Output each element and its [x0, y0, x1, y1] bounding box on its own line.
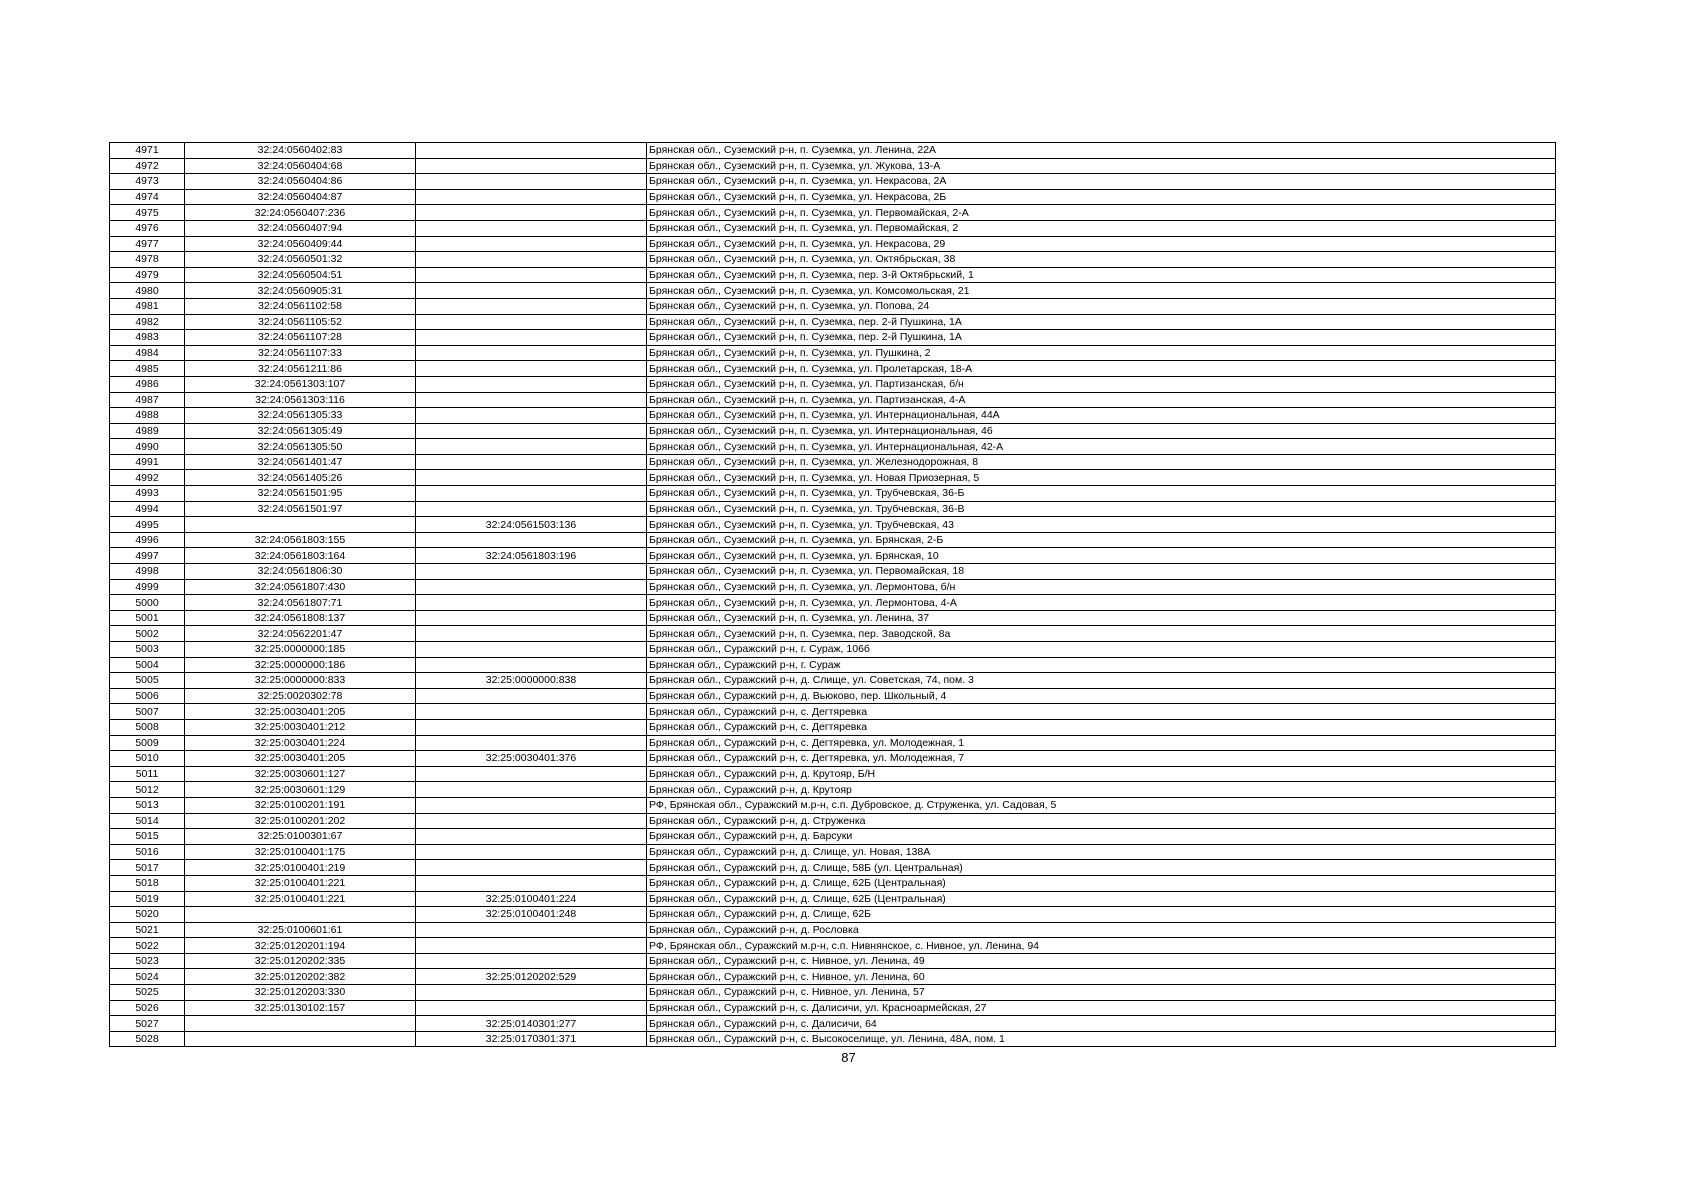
row-number-cell: 5016: [110, 844, 185, 860]
address-cell: Брянская обл., Суземский р-н, п. Суземка, ул. Новая Приозерная, 5: [647, 470, 1556, 486]
cadastral-number-cell: 32:25:0120202:335: [185, 953, 416, 969]
table-row: [110, 501, 1556, 517]
cadastral-number-cell: [185, 1031, 416, 1047]
address-cell: Брянская обл., Суражский р-н, с. Дегтяревка: [647, 704, 1556, 720]
address-cell: Брянская обл., Суражский р-н, д. Слище, 62Б (Центральная): [647, 891, 1556, 907]
table-row: [110, 361, 1556, 377]
table-row: [110, 298, 1556, 314]
row-number-cell: 5010: [110, 751, 185, 767]
cadastral-number-cell: 32:25:0100401:175: [185, 844, 416, 860]
registry-table-body: [110, 143, 1556, 1047]
address-cell: Брянская обл., Суземский р-н, п. Суземка, ул. Партизанская, 4-А: [647, 392, 1556, 408]
address-cell: Брянская обл., Суземский р-н, п. Суземка, ул. Первомайская, 18: [647, 564, 1556, 580]
row-number-cell: 4998: [110, 564, 185, 580]
table-row: [110, 189, 1556, 205]
row-number-cell: 4997: [110, 548, 185, 564]
row-number-cell: 5003: [110, 642, 185, 658]
cadastral-number-2-cell: [416, 283, 647, 299]
row-number-cell: 4972: [110, 158, 185, 174]
cadastral-number-cell: [185, 907, 416, 923]
cadastral-number-cell: 32:24:0560504:51: [185, 267, 416, 283]
address-cell: Брянская обл., Суражский р-н, д. Слище, 62Б (Центральная): [647, 875, 1556, 891]
row-number-cell: 4990: [110, 439, 185, 455]
row-number-cell: 4973: [110, 174, 185, 190]
row-number-cell: 5019: [110, 891, 185, 907]
cadastral-number-2-cell: [416, 642, 647, 658]
row-number-cell: 4975: [110, 205, 185, 221]
cadastral-number-cell: 32:24:0560905:31: [185, 283, 416, 299]
cadastral-number-2-cell: [416, 626, 647, 642]
table-row: [110, 314, 1556, 330]
row-number-cell: 5011: [110, 766, 185, 782]
address-cell: Брянская обл., Суражский р-н, с. Дегтяревка, ул. Молодежная, 7: [647, 751, 1556, 767]
table-row: [110, 470, 1556, 486]
cadastral-number-2-cell: [416, 922, 647, 938]
address-cell: Брянская обл., Суражский р-н, д. Барсуки: [647, 829, 1556, 845]
cadastral-number-2-cell: [416, 595, 647, 611]
row-number-cell: 5009: [110, 735, 185, 751]
row-number-cell: 5023: [110, 953, 185, 969]
row-number-cell: 5013: [110, 797, 185, 813]
cadastral-number-2-cell: [416, 844, 647, 860]
cadastral-number-2-cell: [416, 766, 647, 782]
cadastral-number-cell: 32:24:0560404:87: [185, 189, 416, 205]
cadastral-number-2-cell: 32:24:0561803:196: [416, 548, 647, 564]
address-cell: Брянская обл., Суражский р-н, д. Слище, 62Б: [647, 907, 1556, 923]
row-number-cell: 4987: [110, 392, 185, 408]
cadastral-number-2-cell: [416, 205, 647, 221]
row-number-cell: 5006: [110, 688, 185, 704]
cadastral-number-cell: 32:24:0561102:58: [185, 298, 416, 314]
cadastral-number-cell: 32:24:0561305:49: [185, 423, 416, 439]
address-cell: Брянская обл., Суземский р-н, п. Суземка, ул. Интернациональная, 46: [647, 423, 1556, 439]
cadastral-number-cell: 32:25:0100401:221: [185, 875, 416, 891]
row-number-cell: 5017: [110, 860, 185, 876]
page-number: 87: [841, 1050, 856, 1065]
address-cell: Брянская обл., Суземский р-н, п. Суземка, ул. Интернациональная, 44А: [647, 408, 1556, 424]
table-row: [110, 969, 1556, 985]
address-cell: Брянская обл., Суземский р-н, п. Суземка, пер. 2-й Пушкина, 1А: [647, 314, 1556, 330]
cadastral-number-cell: 32:24:0561803:155: [185, 532, 416, 548]
row-number-cell: 5008: [110, 719, 185, 735]
table-row: [110, 1016, 1556, 1032]
cadastral-number-2-cell: [416, 579, 647, 595]
table-row: [110, 454, 1556, 470]
cadastral-number-cell: 32:24:0561305:33: [185, 408, 416, 424]
row-number-cell: 4977: [110, 236, 185, 252]
cadastral-number-cell: 32:25:0100601:61: [185, 922, 416, 938]
address-cell: Брянская обл., Суземский р-н, п. Суземка, ул. Первомайская, 2-А: [647, 205, 1556, 221]
cadastral-number-2-cell: [416, 330, 647, 346]
table-row: [110, 579, 1556, 595]
cadastral-number-cell: 32:25:0030401:205: [185, 751, 416, 767]
cadastral-number-2-cell: [416, 486, 647, 502]
cadastral-number-cell: 32:25:0030401:212: [185, 719, 416, 735]
cadastral-number-2-cell: [416, 143, 647, 159]
cadastral-number-cell: 32:24:0560404:68: [185, 158, 416, 174]
cadastral-number-2-cell: [416, 797, 647, 813]
row-number-cell: 4995: [110, 517, 185, 533]
cadastral-number-cell: 32:24:0561107:28: [185, 330, 416, 346]
row-number-cell: 5022: [110, 938, 185, 954]
row-number-cell: 5026: [110, 1000, 185, 1016]
address-cell: Брянская обл., Суземский р-н, п. Суземка, ул. Попова, 24: [647, 298, 1556, 314]
address-cell: Брянская обл., Суземский р-н, п. Суземка, ул. Брянская, 10: [647, 548, 1556, 564]
cadastral-number-2-cell: [416, 220, 647, 236]
cadastral-number-2-cell: [416, 610, 647, 626]
cadastral-number-2-cell: [416, 376, 647, 392]
cadastral-number-2-cell: [416, 813, 647, 829]
cadastral-number-2-cell: [416, 174, 647, 190]
cadastral-number-cell: 32:25:0100201:191: [185, 797, 416, 813]
cadastral-number-cell: 32:24:0560407:94: [185, 220, 416, 236]
table-row: [110, 766, 1556, 782]
address-cell: Брянская обл., Суражский р-н, д. Крутояр, Б/Н: [647, 766, 1556, 782]
table-row: [110, 688, 1556, 704]
address-cell: Брянская обл., Суземский р-н, п. Суземка, ул. Пролетарская, 18-А: [647, 361, 1556, 377]
cadastral-number-cell: 32:24:0560501:32: [185, 252, 416, 268]
row-number-cell: 4979: [110, 267, 185, 283]
address-cell: Брянская обл., Суземский р-н, п. Суземка, ул. Жукова, 13-А: [647, 158, 1556, 174]
address-cell: Брянская обл., Суражский р-н, с. Дегтяревка: [647, 719, 1556, 735]
row-number-cell: 5027: [110, 1016, 185, 1032]
address-cell: Брянская обл., Суражский р-н, с. Нивное, ул. Ленина, 57: [647, 985, 1556, 1001]
cadastral-number-cell: 32:24:0562201:47: [185, 626, 416, 642]
address-cell: Брянская обл., Суражский р-н, д. Слище, ул. Советская, 74, пом. 3: [647, 673, 1556, 689]
cadastral-number-cell: 32:24:0561303:107: [185, 376, 416, 392]
row-number-cell: 5007: [110, 704, 185, 720]
row-number-cell: 4981: [110, 298, 185, 314]
address-cell: Брянская обл., Суземский р-н, п. Суземка, ул. Брянская, 2-Б: [647, 532, 1556, 548]
cadastral-number-cell: 32:24:0561807:430: [185, 579, 416, 595]
address-cell: Брянская обл., Суземский р-н, п. Суземка, ул. Лермонтова, б/н: [647, 579, 1556, 595]
table-row: [110, 1000, 1556, 1016]
cadastral-number-cell: 32:25:0120202:382: [185, 969, 416, 985]
row-number-cell: 5014: [110, 813, 185, 829]
cadastral-number-2-cell: 32:25:0000000:838: [416, 673, 647, 689]
cadastral-number-2-cell: [416, 875, 647, 891]
table-row: [110, 283, 1556, 299]
address-cell: Брянская обл., Суражский р-н, д. Крутояр: [647, 782, 1556, 798]
row-number-cell: 4976: [110, 220, 185, 236]
table-row: [110, 938, 1556, 954]
address-cell: РФ, Брянская обл., Суражский м.р-н, с.п. Дубровское, д. Струженка, ул. Садовая, 5: [647, 797, 1556, 813]
table-row: [110, 610, 1556, 626]
table-row: [110, 439, 1556, 455]
row-number-cell: 5002: [110, 626, 185, 642]
table-row: [110, 1031, 1556, 1047]
address-cell: Брянская обл., Суземский р-н, п. Суземка, ул. Октябрьская, 38: [647, 252, 1556, 268]
address-cell: Брянская обл., Суземский р-н, п. Суземка, пер. 2-й Пушкина, 1А: [647, 330, 1556, 346]
cadastral-number-cell: 32:25:0030601:129: [185, 782, 416, 798]
cadastral-number-cell: 32:25:0030601:127: [185, 766, 416, 782]
table-row: [110, 376, 1556, 392]
cadastral-number-2-cell: 32:25:0170301:371: [416, 1031, 647, 1047]
cadastral-number-cell: 32:25:0030401:224: [185, 735, 416, 751]
cadastral-number-2-cell: 32:25:0030401:376: [416, 751, 647, 767]
table-row: [110, 642, 1556, 658]
address-cell: Брянская обл., Суземский р-н, п. Суземка, ул. Комсомольская, 21: [647, 283, 1556, 299]
cadastral-number-2-cell: [416, 719, 647, 735]
cadastral-number-cell: 32:24:0561808:137: [185, 610, 416, 626]
address-cell: Брянская обл., Суземский р-н, п. Суземка, ул. Трубчевская, 36-Б: [647, 486, 1556, 502]
cadastral-number-2-cell: [416, 688, 647, 704]
table-row: [110, 595, 1556, 611]
cadastral-number-cell: 32:24:0561105:52: [185, 314, 416, 330]
cadastral-number-2-cell: [416, 454, 647, 470]
row-number-cell: 4982: [110, 314, 185, 330]
cadastral-number-cell: 32:24:0560402:83: [185, 143, 416, 159]
cadastral-number-cell: 32:24:0561807:71: [185, 595, 416, 611]
address-cell: Брянская обл., Суземский р-н, п. Суземка, ул. Первомайская, 2: [647, 220, 1556, 236]
address-cell: Брянская обл., Суземский р-н, п. Суземка, ул. Интернациональная, 42-А: [647, 439, 1556, 455]
cadastral-number-cell: [185, 517, 416, 533]
cadastral-number-2-cell: [416, 252, 647, 268]
table-row: [110, 875, 1556, 891]
table-row: [110, 532, 1556, 548]
table-row: [110, 953, 1556, 969]
table-row: [110, 813, 1556, 829]
table-row: [110, 330, 1556, 346]
table-row: [110, 860, 1556, 876]
row-number-cell: 4989: [110, 423, 185, 439]
cadastral-number-cell: 32:25:0000000:185: [185, 642, 416, 658]
address-cell: Брянская обл., Суземский р-н, п. Суземка, ул. Трубчевская, 43: [647, 517, 1556, 533]
row-number-cell: 5021: [110, 922, 185, 938]
table-row: [110, 829, 1556, 845]
cadastral-number-cell: [185, 1016, 416, 1032]
address-cell: Брянская обл., Суражский р-н, г. Сураж, 106б: [647, 642, 1556, 658]
row-number-cell: 4980: [110, 283, 185, 299]
table-row: [110, 985, 1556, 1001]
registry-table: [109, 142, 1556, 1047]
address-cell: Брянская обл., Суземский р-н, п. Суземка, пер. Заводской, 8а: [647, 626, 1556, 642]
address-cell: Брянская обл., Суземский р-н, п. Суземка, ул. Лермонтова, 4-А: [647, 595, 1556, 611]
address-cell: Брянская обл., Суражский р-н, д. Рословка: [647, 922, 1556, 938]
address-cell: Брянская обл., Суземский р-н, п. Суземка, ул. Ленина, 22А: [647, 143, 1556, 159]
cadastral-number-2-cell: [416, 298, 647, 314]
table-row: [110, 922, 1556, 938]
cadastral-number-2-cell: [416, 408, 647, 424]
cadastral-number-cell: 32:24:0561107:33: [185, 345, 416, 361]
address-cell: Брянская обл., Суражский р-н, с. Далисичи, 64: [647, 1016, 1556, 1032]
address-cell: Брянская обл., Суземский р-н, п. Суземка, ул. Ленина, 37: [647, 610, 1556, 626]
cadastral-number-cell: 32:24:0561401:47: [185, 454, 416, 470]
address-cell: Брянская обл., Суражский р-н, д. Слище, 58Б (ул. Центральная): [647, 860, 1556, 876]
table-row: [110, 143, 1556, 159]
table-row: [110, 735, 1556, 751]
address-cell: Брянская обл., Суземский р-н, п. Суземка, ул. Партизанская, б/н: [647, 376, 1556, 392]
address-cell: Брянская обл., Суземский р-н, п. Суземка, ул. Железнодорожная, 8: [647, 454, 1556, 470]
cadastral-number-cell: 32:25:0100401:219: [185, 860, 416, 876]
cadastral-number-cell: 32:24:0561211:86: [185, 361, 416, 377]
cadastral-number-2-cell: 32:25:0120202:529: [416, 969, 647, 985]
table-row: [110, 548, 1556, 564]
cadastral-number-2-cell: [416, 704, 647, 720]
table-row: [110, 797, 1556, 813]
cadastral-number-cell: 32:24:0561501:97: [185, 501, 416, 517]
table-row: [110, 891, 1556, 907]
cadastral-number-cell: 32:24:0560407:236: [185, 205, 416, 221]
cadastral-number-cell: 32:25:0030401:205: [185, 704, 416, 720]
table-row: [110, 205, 1556, 221]
cadastral-number-2-cell: [416, 735, 647, 751]
table-row: [110, 392, 1556, 408]
cadastral-number-2-cell: [416, 501, 647, 517]
address-cell: Брянская обл., Суземский р-н, п. Суземка, пер. 3-й Октябрьский, 1: [647, 267, 1556, 283]
cadastral-number-cell: 32:25:0120201:194: [185, 938, 416, 954]
cadastral-number-2-cell: [416, 361, 647, 377]
row-number-cell: 4985: [110, 361, 185, 377]
cadastral-number-cell: 32:25:0100301:67: [185, 829, 416, 845]
address-cell: Брянская обл., Суражский р-н, д. Слище, ул. Новая, 138А: [647, 844, 1556, 860]
table-row: [110, 252, 1556, 268]
address-cell: Брянская обл., Суражский р-н, с. Высокоселище, ул. Ленина, 48А, пом. 1: [647, 1031, 1556, 1047]
row-number-cell: 4986: [110, 376, 185, 392]
table-row: [110, 704, 1556, 720]
address-cell: Брянская обл., Суземский р-н, п. Суземка, ул. Некрасова, 29: [647, 236, 1556, 252]
table-row: [110, 626, 1556, 642]
row-number-cell: 4994: [110, 501, 185, 517]
table-row: [110, 907, 1556, 923]
cadastral-number-2-cell: [416, 345, 647, 361]
row-number-cell: 4984: [110, 345, 185, 361]
row-number-cell: 4983: [110, 330, 185, 346]
table-row: [110, 158, 1556, 174]
cadastral-number-cell: 32:24:0561501:95: [185, 486, 416, 502]
address-cell: Брянская обл., Суражский р-н, д. Струженка: [647, 813, 1556, 829]
table-row: [110, 751, 1556, 767]
row-number-cell: 5012: [110, 782, 185, 798]
cadastral-number-cell: 32:24:0560409:44: [185, 236, 416, 252]
cadastral-number-2-cell: [416, 657, 647, 673]
row-number-cell: 4978: [110, 252, 185, 268]
row-number-cell: 5028: [110, 1031, 185, 1047]
cadastral-number-2-cell: [416, 470, 647, 486]
row-number-cell: 5015: [110, 829, 185, 845]
table-row: [110, 673, 1556, 689]
cadastral-number-cell: 32:25:0020302:78: [185, 688, 416, 704]
cadastral-number-cell: 32:24:0561303:116: [185, 392, 416, 408]
cadastral-number-cell: 32:24:0560404:86: [185, 174, 416, 190]
address-cell: Брянская обл., Суражский р-н, с. Далисичи, ул. Красноармейская, 27: [647, 1000, 1556, 1016]
cadastral-number-2-cell: [416, 1000, 647, 1016]
table-row: [110, 236, 1556, 252]
address-cell: Брянская обл., Суражский р-н, с. Дегтяревка, ул. Молодежная, 1: [647, 735, 1556, 751]
table-row: [110, 782, 1556, 798]
cadastral-number-2-cell: [416, 829, 647, 845]
row-number-cell: 4999: [110, 579, 185, 595]
table-row: [110, 423, 1556, 439]
cadastral-number-2-cell: [416, 189, 647, 205]
row-number-cell: 4992: [110, 470, 185, 486]
table-row: [110, 719, 1556, 735]
table-row: [110, 174, 1556, 190]
cadastral-number-cell: 32:24:0561803:164: [185, 548, 416, 564]
cadastral-number-2-cell: [416, 532, 647, 548]
table-row: [110, 517, 1556, 533]
row-number-cell: 4971: [110, 143, 185, 159]
cadastral-number-2-cell: [416, 938, 647, 954]
address-cell: Брянская обл., Суземский р-н, п. Суземка, ул. Некрасова, 2Б: [647, 189, 1556, 205]
cadastral-number-cell: 32:25:0130102:157: [185, 1000, 416, 1016]
cadastral-number-cell: 32:25:0100201:202: [185, 813, 416, 829]
row-number-cell: 5025: [110, 985, 185, 1001]
table-row: [110, 486, 1556, 502]
row-number-cell: 4991: [110, 454, 185, 470]
cadastral-number-2-cell: [416, 423, 647, 439]
row-number-cell: 5024: [110, 969, 185, 985]
row-number-cell: 5005: [110, 673, 185, 689]
cadastral-number-2-cell: [416, 985, 647, 1001]
table-row: [110, 844, 1556, 860]
address-cell: Брянская обл., Суражский р-н, д. Вьюково, пер. Школьный, 4: [647, 688, 1556, 704]
cadastral-number-cell: 32:24:0561806:30: [185, 564, 416, 580]
cadastral-number-cell: 32:24:0561305:50: [185, 439, 416, 455]
cadastral-number-2-cell: 32:25:0140301:277: [416, 1016, 647, 1032]
cadastral-number-cell: 32:25:0000000:186: [185, 657, 416, 673]
address-cell: Брянская обл., Суражский р-н, с. Нивное, ул. Ленина, 60: [647, 969, 1556, 985]
address-cell: Брянская обл., Суземский р-н, п. Суземка, ул. Трубчевская, 36-В: [647, 501, 1556, 517]
cadastral-number-2-cell: [416, 392, 647, 408]
table-row: [110, 408, 1556, 424]
cadastral-number-cell: 32:25:0000000:833: [185, 673, 416, 689]
row-number-cell: 5004: [110, 657, 185, 673]
cadastral-number-2-cell: [416, 236, 647, 252]
table-row: [110, 220, 1556, 236]
cadastral-number-2-cell: [416, 953, 647, 969]
table-row: [110, 564, 1556, 580]
row-number-cell: 5018: [110, 875, 185, 891]
cadastral-number-2-cell: 32:25:0100401:248: [416, 907, 647, 923]
table-row: [110, 657, 1556, 673]
cadastral-number-2-cell: 32:25:0100401:224: [416, 891, 647, 907]
cadastral-number-2-cell: [416, 267, 647, 283]
row-number-cell: 5020: [110, 907, 185, 923]
address-cell: Брянская обл., Суземский р-н, п. Суземка, ул. Некрасова, 2А: [647, 174, 1556, 190]
address-cell: Брянская обл., Суражский р-н, с. Нивное, ул. Ленина, 49: [647, 953, 1556, 969]
row-number-cell: 4996: [110, 532, 185, 548]
row-number-cell: 4974: [110, 189, 185, 205]
address-cell: Брянская обл., Суражский р-н, г. Сураж: [647, 657, 1556, 673]
cadastral-number-2-cell: [416, 158, 647, 174]
cadastral-number-cell: 32:24:0561405:26: [185, 470, 416, 486]
address-cell: Брянская обл., Суземский р-н, п. Суземка, ул. Пушкина, 2: [647, 345, 1556, 361]
cadastral-number-cell: 32:25:0100401:221: [185, 891, 416, 907]
cadastral-number-2-cell: [416, 860, 647, 876]
cadastral-number-2-cell: [416, 564, 647, 580]
row-number-cell: 4993: [110, 486, 185, 502]
cadastral-number-cell: 32:25:0120203:330: [185, 985, 416, 1001]
cadastral-number-2-cell: [416, 314, 647, 330]
cadastral-number-2-cell: 32:24:0561503:136: [416, 517, 647, 533]
cadastral-number-2-cell: [416, 782, 647, 798]
cadastral-number-2-cell: [416, 439, 647, 455]
row-number-cell: 4988: [110, 408, 185, 424]
address-cell: РФ, Брянская обл., Суражский м.р-н, с.п. Нивнянское, с. Нивное, ул. Ленина, 94: [647, 938, 1556, 954]
row-number-cell: 5001: [110, 610, 185, 626]
row-number-cell: 5000: [110, 595, 185, 611]
table-row: [110, 267, 1556, 283]
table-row: [110, 345, 1556, 361]
